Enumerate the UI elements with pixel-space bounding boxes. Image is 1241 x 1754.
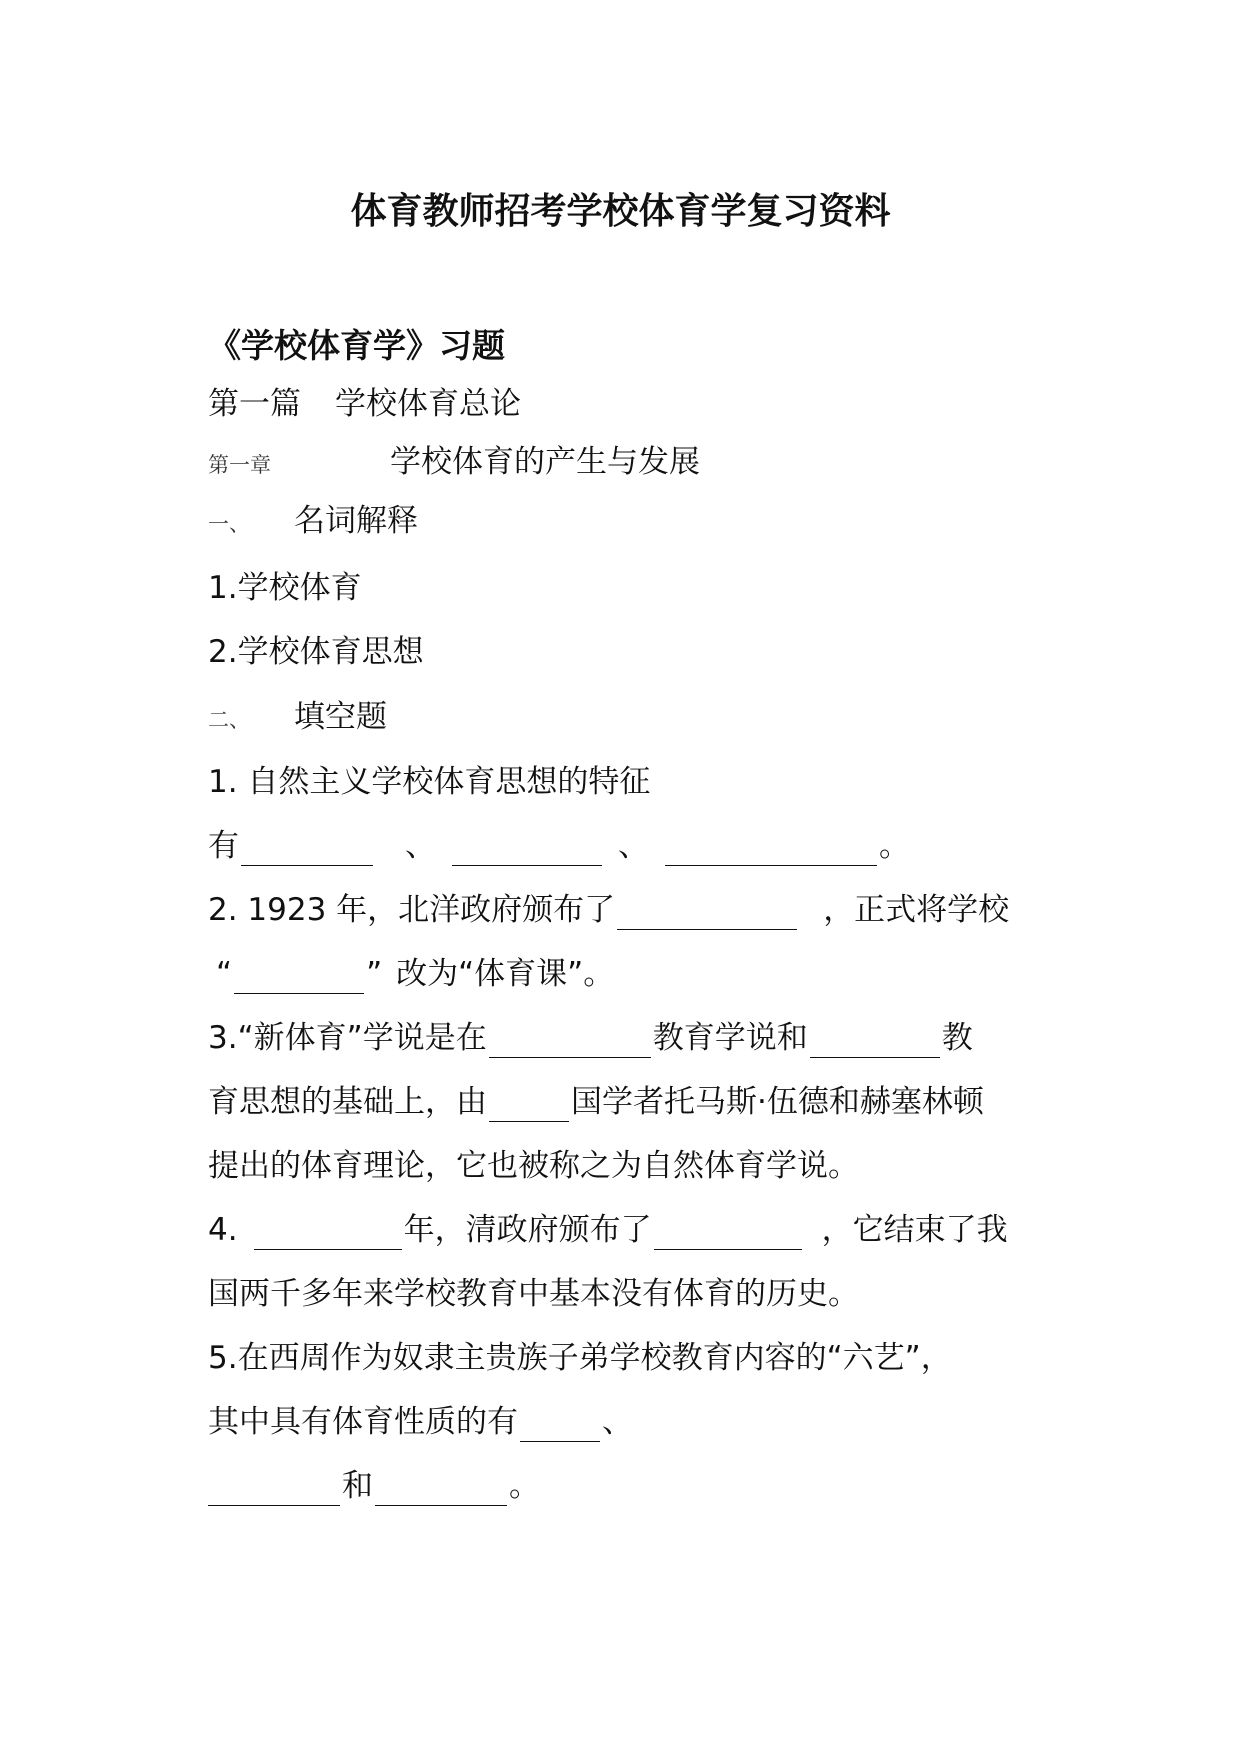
question-4-line-1	[208, 1210, 1008, 1250]
chapter-heading	[208, 442, 700, 485]
question-3-line-2	[208, 1082, 984, 1122]
q2-quote-close: ”	[366, 956, 383, 992]
fill-blank[interactable]	[241, 833, 373, 866]
q2-text-c: 改为“体育课”。	[396, 956, 615, 992]
q5-end: 。	[509, 1468, 540, 1504]
part-name: 学校体育总论	[335, 386, 521, 422]
fill-blank[interactable]	[489, 1089, 569, 1122]
question-1-line-1: 1. 自然主义学校体育思想的特征	[208, 764, 651, 800]
q3-text-d: 育思想的基础上，由	[208, 1084, 487, 1120]
section-name-1: 名词解释	[294, 503, 418, 539]
section-number-1: 一、	[208, 512, 250, 536]
section-number-2: 二、	[208, 708, 250, 732]
chapter-name: 学校体育的产生与发展	[390, 444, 700, 480]
q1-separator-1: 、	[405, 828, 436, 864]
q3-text-e: 国学者托马斯·伍德和赫塞林顿	[571, 1084, 984, 1120]
q2-text-a: 2. 1923 年，北洋政府颁布了	[208, 892, 616, 928]
fill-blank[interactable]	[520, 1409, 600, 1442]
q1-end: 。	[879, 828, 910, 864]
question-5-line-3	[208, 1466, 540, 1506]
section-name-2: 填空题	[294, 699, 387, 735]
fill-blank[interactable]	[254, 1217, 402, 1250]
part-label: 第一篇	[208, 386, 301, 422]
part-heading	[208, 384, 521, 424]
exercise-heading: 《学校体育学》习题	[208, 326, 505, 365]
q1-separator-2: 、	[618, 828, 649, 864]
q2-text-b: ，正式将学校	[823, 892, 1010, 928]
fill-blank[interactable]	[208, 1473, 340, 1506]
q4-text-b: 年，清政府颁布了	[403, 1212, 652, 1248]
q1-prefix: 有	[208, 828, 239, 864]
fill-blank[interactable]	[489, 1025, 651, 1058]
document-title: 体育教师招考学校体育学复习资料	[350, 191, 891, 232]
q4-number: 4.	[208, 1212, 238, 1248]
term-1: 1.学校体育	[208, 570, 362, 606]
fill-blank[interactable]	[665, 833, 877, 866]
q5-text-a: 其中具有体育性质的有	[208, 1404, 518, 1440]
fill-blank[interactable]	[375, 1473, 507, 1506]
question-5-line-2	[208, 1402, 633, 1442]
fill-blank[interactable]	[654, 1217, 802, 1250]
q3-text-a: 3.“新体育”学说是在	[208, 1020, 487, 1056]
chapter-label: 第一章	[208, 453, 271, 477]
question-4-line-2: 国两千多年来学校教育中基本没有体育的历史。	[208, 1276, 859, 1312]
question-3-line-1	[208, 1018, 973, 1058]
section-heading-2	[208, 697, 387, 740]
q3-text-b: 教育学说和	[652, 1020, 808, 1056]
q2-quote-open: “	[216, 956, 233, 992]
section-heading-1	[208, 501, 418, 544]
question-2-line-1	[208, 890, 1009, 930]
question-5-line-1: 5.在西周作为奴隶主贵族子弟学校教育内容的“六艺”，	[208, 1340, 952, 1376]
q5-and: 和	[342, 1468, 373, 1504]
question-1-line-2	[208, 826, 910, 866]
fill-blank[interactable]	[617, 897, 797, 930]
fill-blank[interactable]	[452, 833, 602, 866]
question-2-line-2	[208, 954, 614, 994]
q3-text-c: 教	[941, 1020, 973, 1056]
fill-blank[interactable]	[810, 1025, 940, 1058]
fill-blank[interactable]	[234, 961, 364, 994]
question-3-line-3: 提出的体育理论，它也被称之为自然体育学说。	[208, 1148, 859, 1184]
q5-separator: 、	[602, 1404, 633, 1440]
term-2: 2.学校体育思想	[208, 634, 424, 670]
q4-text-c: ，它结束了我	[821, 1212, 1008, 1248]
